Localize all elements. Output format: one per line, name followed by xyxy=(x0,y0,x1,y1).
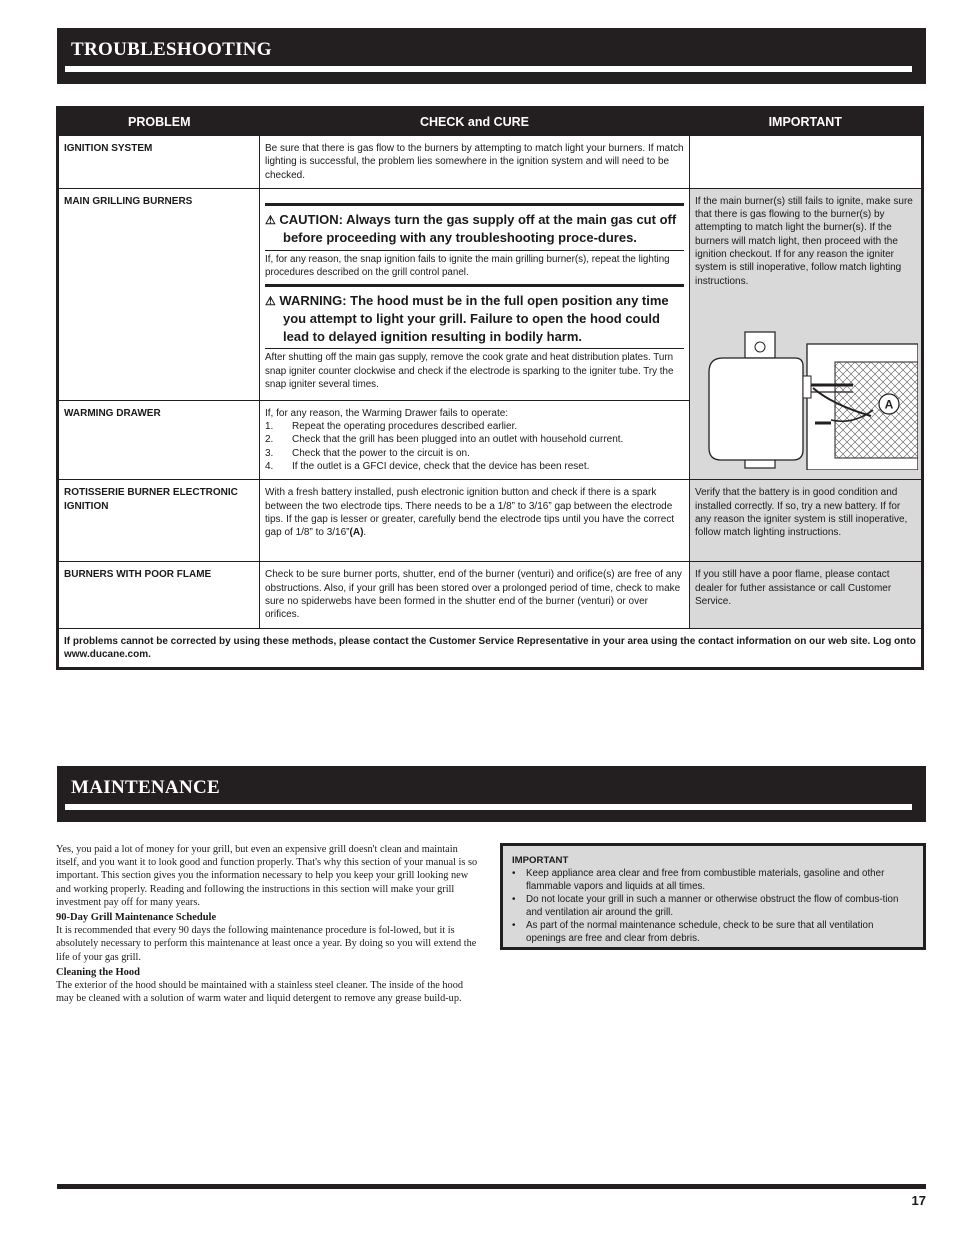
troubleshooting-banner xyxy=(57,28,926,84)
warning-triangle-icon: ⚠ xyxy=(265,293,276,308)
banner-rule xyxy=(65,804,912,810)
table-row xyxy=(58,628,923,669)
list-item: • As part of the normal maintenance schedule, check to be sure that all ventilation openings are free and clear from debris. xyxy=(512,920,874,944)
list-item: 2. Check that the grill has been plugged into an outlet with household current. xyxy=(265,434,624,446)
important-cell: If you still have a poor flame, please contact dealer for futher assistance or call Customer Service. xyxy=(690,562,923,628)
diagram-label: A xyxy=(884,397,894,412)
check-text: After shutting off the main gas supply, remove the cook grate and heat distribution plates. Turn snap igniter counter clockwise and check if the electrode is sparking to the igniter tube. Try the snap igniter several times. xyxy=(265,352,674,391)
table-row xyxy=(58,480,923,562)
section-title: MAINTENANCE xyxy=(71,777,220,798)
problem-cell: BURNERS WITH POOR FLAME xyxy=(58,562,260,628)
check-text: If, for any reason, the snap ignition fails to ignite the main grilling burner(s), repeat the lighting procedures described on the grill control panel. xyxy=(265,253,670,279)
warning-text: WARNING: The hood must be in the full open position any time you attempt to light your grill. Failure to open the hood could lead to delayed ignition resulting in bodily harm. xyxy=(279,292,669,344)
list-item: 4. If the outlet is a GFCI device, check that the device has been reset. xyxy=(265,461,590,473)
table-header-row xyxy=(58,108,923,136)
footer-rule xyxy=(57,1184,926,1189)
problem-cell: ROTISSERIE BURNER ELECTRONIC IGNITION xyxy=(58,480,260,562)
maintenance-banner xyxy=(57,766,926,822)
list-item: • Keep appliance area clear and free from combustible materials, gasoline and other flammable vapors and liquids at all times. xyxy=(512,868,885,892)
problem-cell: IGNITION SYSTEM xyxy=(58,136,260,189)
banner-rule xyxy=(65,66,912,72)
check-cell: Be sure that there is gas flow to the burners by attempting to match light your burners. If match lighting is successful, the problem lies somewhere in the ignition system and will need to be checked. xyxy=(260,136,690,189)
caution-text: CAUTION: Always turn the gas supply off at the main gas cut off before proceeding with any troubleshooting proce-dures. xyxy=(279,211,677,246)
list-item: 1. Repeat the operating procedures described earlier. xyxy=(265,421,518,433)
important-text: If the main burner(s) still fails to ignite, make sure that there is gas flowing to the burner(s) by attempting to match light the burner(s). If the burners will match light, then proceed with the ignition checkout. If for any reason the igniter system is still inoperative, follow match lighting instructions. xyxy=(695,195,913,287)
warning-notice xyxy=(265,284,684,350)
important-heading: IMPORTANT xyxy=(512,855,569,866)
caution-notice xyxy=(265,203,684,251)
header-problem: PROBLEM xyxy=(58,108,260,136)
footer-note: If problems cannot be corrected by using these methods, please contact the Customer Service Representative in your area using the contact information on our web site. Log onto www.ducane.com. xyxy=(58,628,923,669)
hood-heading: Cleaning the Hood xyxy=(56,966,141,978)
problem-cell: WARMING DRAWER xyxy=(58,400,260,479)
schedule-heading: 90-Day Grill Maintenance Schedule xyxy=(56,912,217,924)
warning-triangle-icon: ⚠ xyxy=(265,212,276,227)
table-row xyxy=(58,136,923,189)
header-important: IMPORTANT xyxy=(690,108,923,136)
check-cell: Check to be sure burner ports, shutter, end of the burner (venturi) and orifice(s) are free of any obstructions. Also, if your grill has been stored over a prolonged period of time, check to make sure no spiderwebs have been formed in the shutter end of the burner (venturi) or over orifices. xyxy=(260,562,690,628)
problem-cell: MAIN GRILLING BURNERS xyxy=(58,188,260,400)
check-cell: With a fresh battery installed, push electronic ignition button and check if there is a spark between the two electrode tips. There needs to be a 1/8” to 3/16” gap between the electrode tips. If the gap is lesser or greater, carefully bend the electrode tips until you have the correct gap of 1/8” to 3/16”(A). xyxy=(260,480,690,562)
maintenance-intro: Yes, you paid a lot of money for your grill, but even an expensive grill doesn't clean and maintain itself, and you want it to look good and function properly. That's why this section of your manual is so important. This section gives you the information necessary to help you keep your grill looking new and working properly. Reading and following the instructions in this section will make your grill investment pay off for many years. xyxy=(56,844,478,908)
header-check: CHECK and CURE xyxy=(260,108,690,136)
important-cell xyxy=(690,136,923,189)
check-cell xyxy=(260,188,690,400)
important-box xyxy=(500,843,926,950)
page-number: 17 xyxy=(911,1193,926,1208)
important-cell: Verify that the battery is in good condition and installed correctly. If so, try a new battery. If for any reason the igniter system is still inoperative, follow match lighting instructions. xyxy=(690,480,923,562)
important-list xyxy=(512,867,914,945)
maintenance-text xyxy=(56,843,482,1005)
hood-text: The exterior of the hood should be maintained with a stainless steel cleaner. The inside of the hood may be cleaned with a solution of warm water and liquid detergent to remove any grease build-up. xyxy=(56,980,463,1005)
warming-intro: If, for any reason, the Warming Drawer fails to operate: xyxy=(265,407,509,419)
check-cell xyxy=(260,400,690,479)
table-row xyxy=(58,562,923,628)
list-item: 3. Check that the power to the circuit is on. xyxy=(265,447,470,459)
section-title: TROUBLESHOOTING xyxy=(71,39,272,60)
igniter-electrode-diagram xyxy=(703,330,918,470)
warming-steps xyxy=(265,420,684,473)
list-item: • Do not locate your grill in such a manner or otherwise obstruct the flow of combus-tion and ventilation air around the grill. xyxy=(512,894,899,918)
schedule-text: It is recommended that every 90 days the following maintenance procedure is fol-lowed, but it is absolutely necessary to perform this maintenance at least once a year. By doing so you will extend the life of your gas grill. xyxy=(56,925,477,963)
